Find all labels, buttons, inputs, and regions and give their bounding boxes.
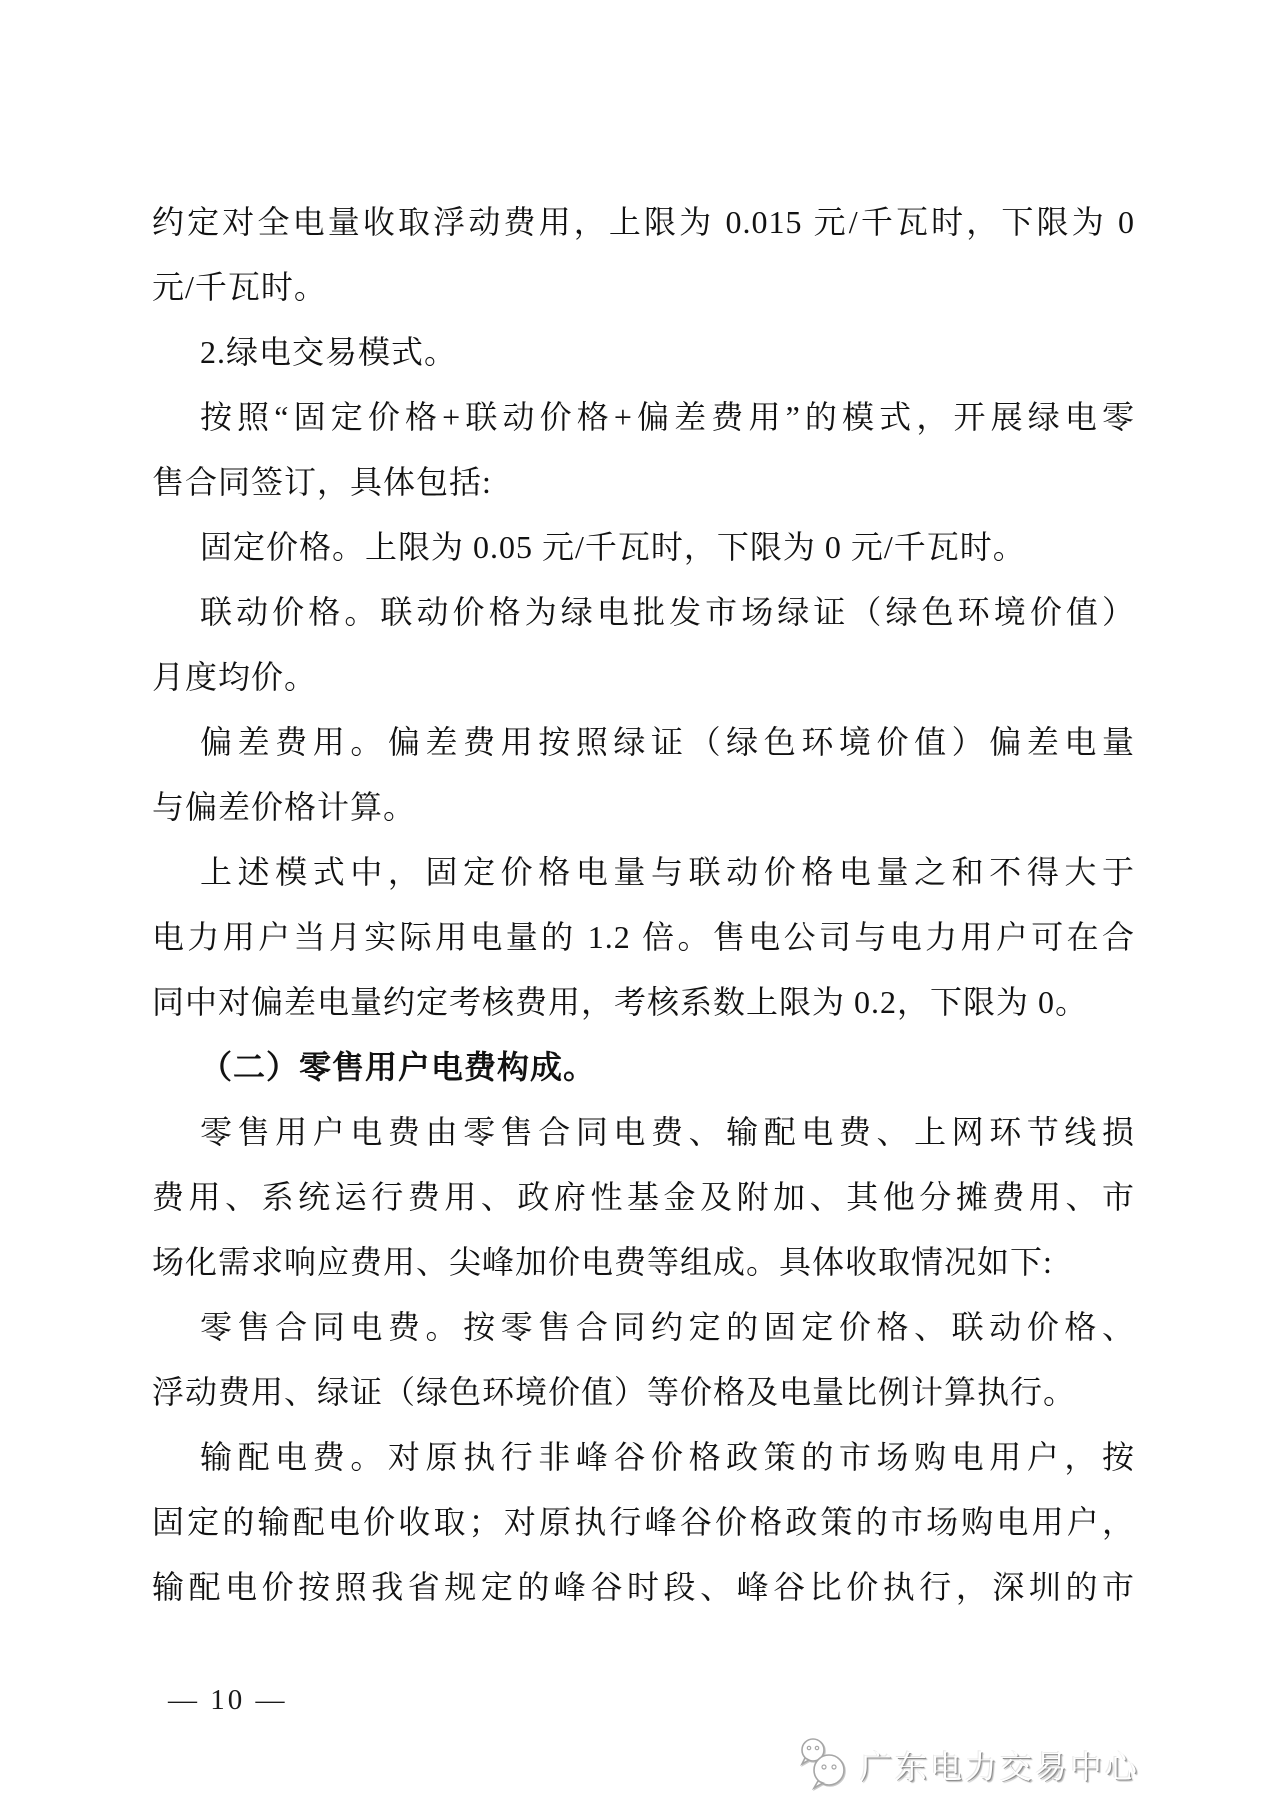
text-line: 上述模式中，固定价格电量与联动价格电量之和不得大于 bbox=[200, 854, 1135, 890]
text-line: 月度均价。 bbox=[152, 659, 318, 695]
footer-watermark bbox=[796, 1734, 1140, 1796]
text-line: 输配电费。对原执行非峰谷价格政策的市场购电用户，按 bbox=[200, 1439, 1135, 1475]
text-line: 元/千瓦时。 bbox=[152, 269, 327, 305]
text-line: 浮动费用、绿证（绿色环境价值）等价格及电量比例计算执行。 bbox=[152, 1374, 1077, 1410]
page-number: — 10 — bbox=[168, 1684, 288, 1716]
text-line: 同中对偏差电量约定考核费用，考核系数上限为 0.2，下限为 0。 bbox=[152, 984, 1089, 1020]
text-line: 约定对全电量收取浮动费用，上限为 0.015 元/千瓦时，下限为 0 bbox=[152, 204, 1135, 240]
text-line: 零售合同电费。按零售合同约定的固定价格、联动价格、 bbox=[200, 1309, 1135, 1345]
text-line: 固定的输配电价收取；对原执行峰谷价格政策的市场购电用户， bbox=[152, 1504, 1135, 1540]
text-line: 电力用户当月实际用电量的 1.2 倍。售电公司与电力用户可在合 bbox=[152, 919, 1135, 955]
text-line: 联动价格。联动价格为绿电批发市场绿证（绿色环境价值） bbox=[200, 594, 1135, 630]
text-line: 场化需求响应费用、尖峰加价电费等组成。具体收取情况如下: bbox=[152, 1244, 1053, 1280]
text-line: 偏差费用。偏差费用按照绿证（绿色环境价值）偏差电量 bbox=[200, 724, 1135, 760]
text-line: 输配电价按照我省规定的峰谷时段、峰谷比价执行，深圳的市 bbox=[152, 1569, 1135, 1605]
text-line: 售合同签订，具体包括: bbox=[152, 464, 492, 500]
text-line: 按照“固定价格+联动价格+偏差费用”的模式，开展绿电零 bbox=[200, 399, 1135, 435]
brand-name: 广东电力交易中心 bbox=[859, 1749, 1140, 1785]
text-line: 固定价格。上限为 0.05 元/千瓦时，下限为 0 元/千瓦时。 bbox=[200, 529, 1026, 565]
text-line: 零售用户电费由零售合同电费、输配电费、上网环节线损 bbox=[200, 1114, 1135, 1150]
document-body bbox=[152, 190, 1135, 1620]
text-line: 费用、系统运行费用、政府性基金及附加、其他分摊费用、市 bbox=[152, 1179, 1135, 1215]
text-line: （二）零售用户电费构成。 bbox=[200, 1049, 597, 1085]
wechat-icon bbox=[796, 1737, 852, 1793]
text-line: 2.绿电交易模式。 bbox=[200, 334, 458, 370]
text-line: 与偏差价格计算。 bbox=[152, 789, 417, 825]
